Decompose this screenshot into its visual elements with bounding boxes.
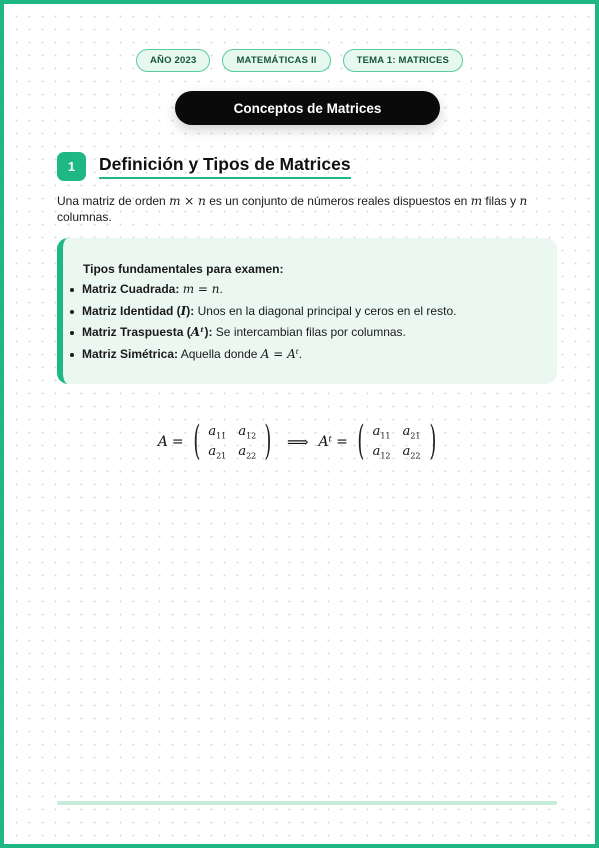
matrix-cell: $a_{12}$ — [372, 443, 391, 461]
matrix-cell: $a_{22}$ — [402, 443, 421, 461]
list-item — [69, 322, 456, 344]
left-paren: ( — [357, 417, 365, 465]
section-title: Definición y Tipos de Matrices — [99, 154, 351, 179]
item-label: Matriz Simétrica: — [82, 346, 179, 361]
item-text: . — [219, 282, 223, 296]
formula-lhs: A — [157, 434, 168, 450]
item-label: Matriz Cuadrada: — [82, 282, 180, 296]
item-math: I — [180, 303, 187, 318]
item-label — [82, 304, 194, 318]
callout-title: Tipos fundamentales para examen: — [83, 262, 284, 276]
tag-subject: MATEMÁTICAS II — [222, 49, 330, 72]
implies-arrow: ⟹ — [287, 433, 309, 451]
formula-equals: = — [171, 434, 184, 450]
item-label-end: ): — [204, 325, 213, 339]
callout-box — [57, 238, 557, 384]
intro-text-2: es un conjunto de números reales dispuestos en — [205, 194, 471, 208]
tag-topic: TEMA 1: MATRICES — [343, 49, 463, 72]
intro-paragraph — [57, 193, 557, 225]
footer-divider — [57, 801, 557, 805]
matrix-a — [191, 417, 274, 465]
list-item — [69, 344, 456, 366]
intro-math-rows: m — [470, 194, 483, 208]
matrix-cell: $a_{12}$ — [238, 423, 257, 441]
item-label — [82, 325, 212, 339]
intro-text-4: columnas. — [57, 210, 112, 224]
right-paren: ) — [264, 417, 272, 465]
intro-text-1: Una matriz de orden — [57, 194, 170, 208]
matrix-cell: $a_{11}$ — [372, 423, 391, 441]
section-header — [57, 152, 351, 181]
intro-text-3: filas y — [482, 194, 520, 208]
matrix-cell: $a_{22}$ — [238, 443, 257, 461]
tag-year: AÑO 2023 — [136, 49, 210, 72]
matrix-cell: $a_{21}$ — [208, 443, 227, 461]
intro-math-cols: n — [519, 194, 528, 208]
item-label-end: ): — [186, 303, 195, 318]
formula-equals: = — [336, 434, 348, 450]
item-math: Aᵗ — [190, 325, 205, 339]
list-item — [69, 279, 456, 301]
item-math: A = Aᵗ — [260, 346, 299, 361]
item-text: Unos en la diagonal principal y ceros en el resto. — [194, 303, 457, 318]
item-label-start: Matriz Traspuesta ( — [82, 325, 191, 339]
item-text: Aquella donde — [178, 346, 261, 361]
list-item — [69, 301, 456, 323]
transpose-formula — [4, 417, 595, 465]
formula-rhs: Aᵗ — [318, 434, 333, 450]
section-number-badge: 1 — [57, 152, 86, 181]
matrix-types-list — [69, 279, 456, 365]
page-title: Conceptos de Matrices — [175, 91, 440, 125]
item-text: Se intercambian filas por columnas. — [212, 325, 406, 339]
item-tail: . — [298, 346, 303, 361]
tag-row — [4, 49, 595, 72]
left-paren: ( — [192, 417, 200, 465]
matrix-cell: $a_{11}$ — [208, 423, 227, 441]
intro-math-order: m × n — [169, 194, 206, 208]
matrix-cell: $a_{21}$ — [402, 423, 421, 441]
right-paren: ) — [428, 417, 436, 465]
item-math: m = n — [182, 282, 220, 296]
matrix-at — [355, 417, 438, 465]
item-label-start: Matriz Identidad ( — [82, 303, 181, 318]
